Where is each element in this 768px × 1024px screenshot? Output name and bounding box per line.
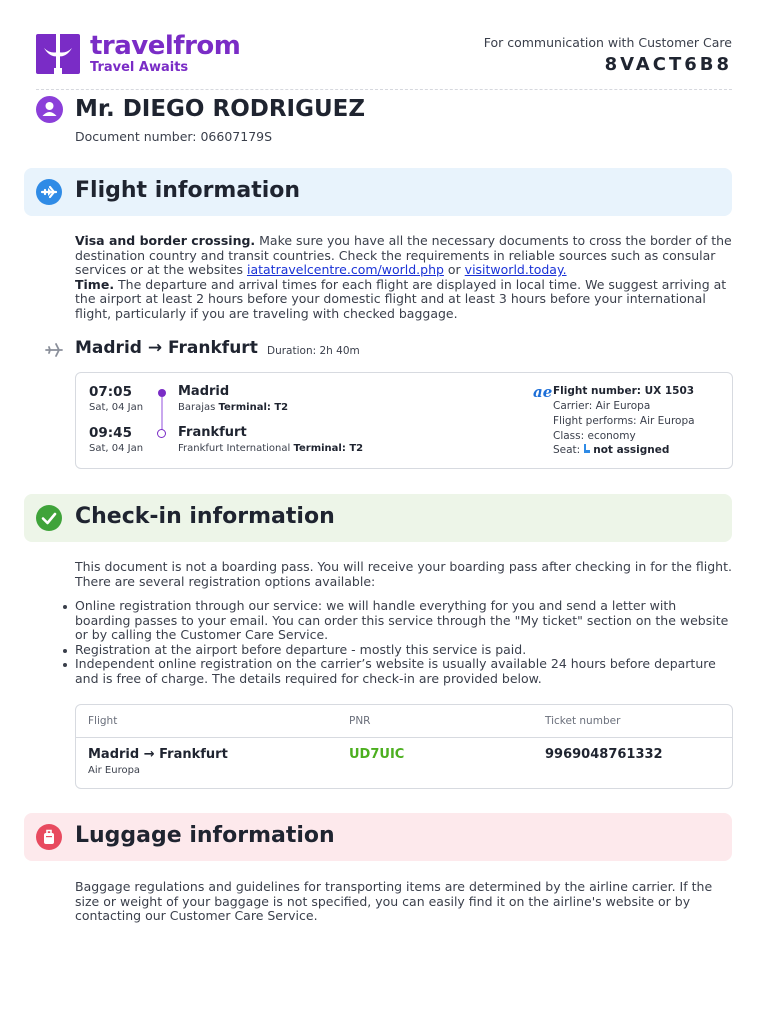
checkin-information-title: Check-in information <box>75 504 335 529</box>
booking-code: 8VACT6B8 <box>604 54 732 75</box>
checkin-information-banner <box>24 494 732 542</box>
document-number: Document number: 06607179S <box>75 129 273 144</box>
departure-city: Madrid <box>178 384 230 399</box>
page-header <box>36 32 732 90</box>
logo-tagline: Travel Awaits <box>90 60 189 75</box>
column-ticket-number: Ticket number <box>545 715 621 727</box>
route-title: Madrid → Frankfurt <box>75 338 258 358</box>
luggage-information-title: Luggage information <box>75 823 335 848</box>
visa-title: Visa and border crossing. <box>75 233 256 248</box>
flight-information-banner <box>24 168 732 216</box>
ticket-number: 9969048761332 <box>545 747 663 762</box>
list-item: Registration at the airport before departure - mostly this service is paid. <box>75 643 735 658</box>
travelfrom-logo <box>36 32 240 76</box>
travel-class: Class: economy <box>553 430 636 442</box>
list-item: Online registration through our service: we will handle everything for you and send a letter with boarding passes to your email. You can order this service through the "My ticket" section on the website or by calling the Customer Care Service. <box>75 599 735 643</box>
customer-care-label: For communication with Customer Care <box>483 35 732 50</box>
ticket-airline: Air Europa <box>88 765 141 776</box>
visa-text: Make sure you have all the necessary documents to cross the border of the destination country and transit countries. Check the requirements in reliable sources such as consular services or at the websites <box>75 233 732 278</box>
iata-link[interactable]: iatatravelcentre.com/world.php <box>246 262 444 278</box>
column-pnr: PNR <box>349 715 371 727</box>
timeline-line <box>161 397 163 430</box>
plane-icon <box>44 340 64 360</box>
air-europa-logo: ae <box>533 383 553 401</box>
checkin-options-list <box>75 599 735 687</box>
passenger-block <box>36 96 732 148</box>
seat-info: Seat: not assigned <box>553 444 670 456</box>
user-icon <box>36 96 63 123</box>
pnr-code: UD7UIC <box>349 747 405 762</box>
departure-date: Sat, 04 Jan <box>89 402 144 413</box>
checkmark-icon <box>36 505 62 531</box>
arrival-city: Frankfurt <box>178 425 247 440</box>
visa-or: or <box>443 262 465 278</box>
list-item: Independent online registration on the carrier’s website is usually available 24 hours before departure and is free of charge. The details required for check-in are provided below. <box>75 657 735 686</box>
airplane-icon <box>36 179 62 205</box>
customer-care-block <box>484 35 732 75</box>
column-flight: Flight <box>88 715 118 727</box>
logo-mark-icon <box>36 32 80 76</box>
flight-performer: Flight performs: Air Europa <box>553 415 695 427</box>
visitworld-link[interactable]: visitworld.today. <box>464 262 567 278</box>
flight-number: Flight number: UX 1503 <box>553 385 695 397</box>
flight-duration: Duration: 2h 40m <box>267 345 360 357</box>
route-header <box>44 338 734 362</box>
logo-name: travelfrom <box>90 31 241 61</box>
departure-dot <box>158 389 166 397</box>
arrival-dot <box>157 429 166 438</box>
visa-time-notice <box>75 234 735 322</box>
time-text: The departure and arrival times for each flight are displayed in local time. We suggest arriving at the airport at least 2 hours before your domestic flight and at least 3 hours before your international flight, particularly if you are traveling with checked baggage. <box>75 276 727 321</box>
luggage-icon <box>36 824 62 850</box>
seat-icon <box>582 444 591 454</box>
luggage-information-banner <box>24 813 732 861</box>
ticket-table <box>75 704 733 789</box>
time-title: Time. <box>75 276 115 292</box>
departure-airport: Barajas Terminal: T2 <box>178 402 289 413</box>
arrival-date: Sat, 04 Jan <box>89 443 144 454</box>
arrival-time: 09:45 <box>89 425 132 441</box>
flight-segment-card <box>75 372 733 469</box>
ticket-table-header <box>76 705 732 738</box>
arrival-airport: Frankfurt International Terminal: T2 <box>178 443 364 454</box>
passenger-name: Mr. DIEGO RODRIGUEZ <box>75 96 366 122</box>
checkin-intro: This document is not a boarding pass. You will receive your boarding pass after checking in for the flight. There are several registration options available: <box>75 559 732 589</box>
carrier: Carrier: Air Europa <box>553 400 651 412</box>
departure-time: 07:05 <box>89 384 132 400</box>
luggage-text: Baggage regulations and guidelines for transporting items are determined by the airline carrier. If the size or weight of your baggage is not specified, you can easily find it on the airline's website or by contacting our Customer Care Service. <box>75 879 713 924</box>
flight-information-title: Flight information <box>75 178 301 203</box>
ticket-flight-route: Madrid → Frankfurt <box>88 747 228 762</box>
